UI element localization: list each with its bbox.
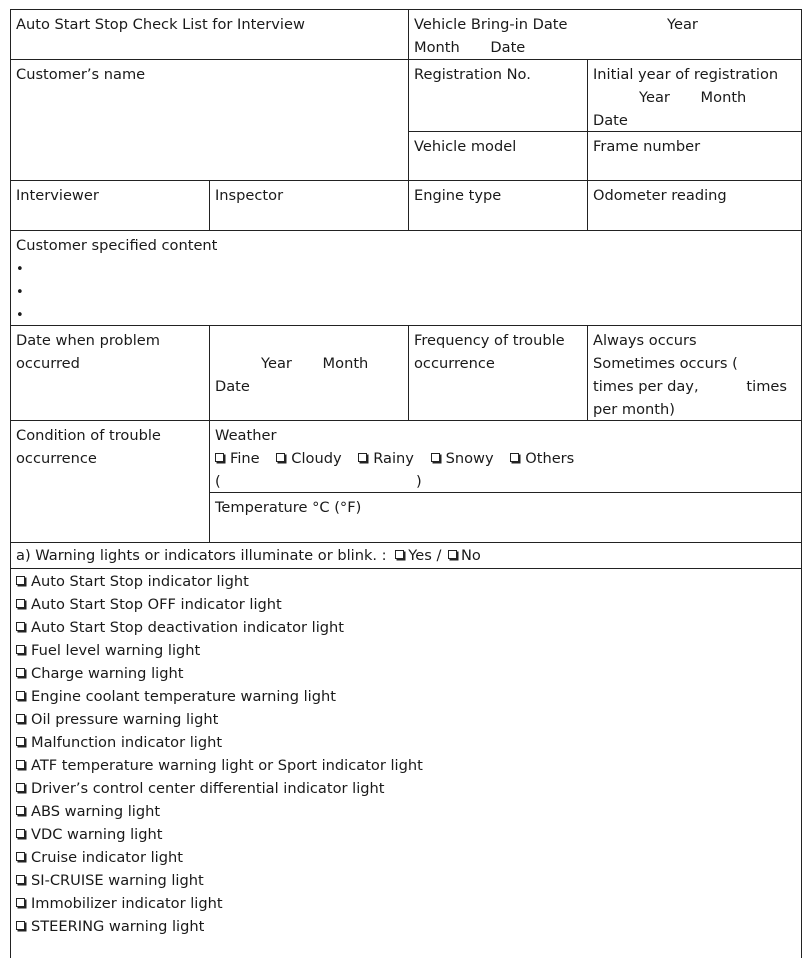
interview-checklist-form <box>10 9 802 958</box>
bring-in-date-cell[interactable] <box>408 9 802 59</box>
checkbox-icon[interactable] <box>395 550 404 559</box>
interviewer-cell[interactable] <box>10 180 209 230</box>
warning-no-label: No <box>461 547 481 564</box>
frequency-options-cell[interactable] <box>587 325 802 420</box>
inspector-cell[interactable] <box>209 180 408 230</box>
list-item[interactable]: Fuel level warning light <box>16 639 797 662</box>
checkbox-icon[interactable] <box>16 760 25 769</box>
list-item[interactable]: ABS warning light <box>16 800 797 823</box>
frequency-label-2: occurrence <box>414 355 495 372</box>
checkbox-icon[interactable] <box>16 622 25 631</box>
weather-fine-option[interactable]: Fine <box>215 450 260 467</box>
initial-date-label: Date <box>593 112 628 129</box>
list-item[interactable]: SI-CRUISE warning light <box>16 869 797 892</box>
initial-month-label: Month <box>700 89 747 106</box>
warning-question-cell[interactable] <box>10 542 802 568</box>
checkbox-icon[interactable] <box>16 599 25 608</box>
problem-year-label: Year <box>261 355 292 372</box>
checkbox-icon[interactable] <box>16 645 25 654</box>
checkbox-icon[interactable] <box>16 875 25 884</box>
inspector-label: Inspector <box>215 187 284 204</box>
condition-label-cell <box>10 420 209 542</box>
form-title-cell <box>10 9 408 59</box>
frequency-label-1: Frequency of trouble <box>414 332 565 349</box>
odometer-label: Odometer reading <box>593 187 727 204</box>
checkbox-icon[interactable] <box>16 714 25 723</box>
list-item[interactable]: Auto Start Stop deactivation indicator light <box>16 616 797 639</box>
list-item[interactable]: Malfunction indicator light <box>16 731 797 754</box>
list-item[interactable]: Auto Start Stop OFF indicator light <box>16 593 797 616</box>
problem-date-label-2: occurred <box>16 355 80 372</box>
per-month-label: per month) <box>593 401 675 418</box>
weather-options <box>215 447 797 470</box>
checkbox-icon[interactable] <box>16 737 25 746</box>
checkbox-icon[interactable] <box>448 550 457 559</box>
registration-no-cell[interactable] <box>408 59 587 131</box>
sometimes-occurs-option[interactable]: Sometimes occurs ( <box>593 355 738 372</box>
problem-date-label-cell <box>10 325 209 420</box>
checkbox-icon[interactable] <box>16 576 25 585</box>
weather-label: Weather <box>215 427 277 444</box>
weather-rainy-option[interactable]: Rainy <box>358 450 414 467</box>
checkbox-icon[interactable] <box>16 783 25 792</box>
list-item[interactable]: Driver’s control center differential indicator light <box>16 777 797 800</box>
always-occurs-option[interactable]: Always occurs <box>593 332 697 349</box>
problem-date-cell[interactable] <box>209 325 408 420</box>
others-open-paren: ( <box>215 473 221 490</box>
checkbox-icon[interactable] <box>215 453 224 462</box>
interviewer-label: Interviewer <box>16 187 99 204</box>
condition-label-1: Condition of trouble <box>16 427 161 444</box>
warning-lights-list <box>10 568 802 958</box>
frame-number-label: Frame number <box>593 138 701 155</box>
problem-month-label: Month <box>322 355 369 372</box>
bring-in-date-label: Vehicle Bring-in Date <box>414 16 568 33</box>
list-item[interactable]: Cruise indicator light <box>16 846 797 869</box>
weather-snowy-option[interactable]: Snowy <box>431 450 494 467</box>
odometer-cell[interactable] <box>587 180 802 230</box>
initial-registration-cell[interactable] <box>587 59 802 131</box>
bring-in-month-label: Month <box>414 39 460 56</box>
list-item[interactable]: ATF temperature warning light or Sport indicator light <box>16 754 797 777</box>
list-item[interactable]: Auto Start Stop indicator light <box>16 570 797 593</box>
weather-cloudy-option[interactable]: Cloudy <box>276 450 341 467</box>
initial-registration-label: Initial year of registration <box>593 66 779 83</box>
checkbox-icon[interactable] <box>16 668 25 677</box>
condition-label-2: occurrence <box>16 450 97 467</box>
checkbox-icon[interactable] <box>358 453 367 462</box>
checkbox-icon[interactable] <box>16 829 25 838</box>
weather-others-option[interactable]: Others <box>510 450 574 467</box>
others-close-paren: ) <box>416 473 422 490</box>
problem-date-day-label: Date <box>215 378 250 395</box>
frame-number-cell[interactable] <box>587 131 802 180</box>
registration-no-label: Registration No. <box>414 66 531 83</box>
list-item[interactable]: VDC warning light <box>16 823 797 846</box>
checkbox-icon[interactable] <box>431 453 440 462</box>
vehicle-model-cell[interactable] <box>408 131 587 180</box>
list-item[interactable]: Engine coolant temperature warning light <box>16 685 797 708</box>
list-item[interactable]: STEERING warning light <box>16 915 797 938</box>
initial-year-label: Year <box>639 89 670 106</box>
engine-type-label: Engine type <box>414 187 502 204</box>
customer-name-cell[interactable] <box>10 59 408 180</box>
frequency-label-cell <box>408 325 587 420</box>
customer-content-label: Customer specified content <box>16 237 218 254</box>
customer-name-label: Customer’s name <box>16 66 146 83</box>
bring-in-year-label: Year <box>667 16 698 33</box>
checkbox-icon[interactable] <box>16 921 25 930</box>
warning-yes-label: Yes / <box>408 547 442 564</box>
temperature-label: Temperature °C (°F) <box>215 499 362 516</box>
list-item[interactable]: Oil pressure warning light <box>16 708 797 731</box>
bullet-item <box>16 303 797 326</box>
checkbox-icon[interactable] <box>16 898 25 907</box>
checkbox-icon[interactable] <box>16 691 25 700</box>
engine-type-cell[interactable] <box>408 180 587 230</box>
bring-in-date-day-label: Date <box>490 39 526 56</box>
times-per-day-label: times per day, <box>593 378 699 395</box>
list-item[interactable]: Charge warning light <box>16 662 797 685</box>
weather-cell[interactable] <box>209 420 802 492</box>
vehicle-model-label: Vehicle model <box>414 138 517 155</box>
warning-question-label: a) Warning lights or indicators illuminate or blink. : <box>16 547 387 564</box>
checkbox-icon[interactable] <box>16 806 25 815</box>
bullet-item <box>16 280 797 303</box>
checkbox-icon[interactable] <box>16 852 25 861</box>
times-label: times <box>746 378 787 395</box>
temperature-cell[interactable] <box>209 492 802 542</box>
list-item[interactable]: Immobilizer indicator light <box>16 892 797 915</box>
checkbox-icon[interactable] <box>510 453 519 462</box>
checkbox-icon[interactable] <box>276 453 285 462</box>
form-title: Auto Start Stop Check List for Interview <box>16 16 305 33</box>
bullet-item <box>16 257 797 280</box>
customer-content-cell[interactable] <box>10 230 802 325</box>
problem-date-label-1: Date when problem <box>16 332 160 349</box>
